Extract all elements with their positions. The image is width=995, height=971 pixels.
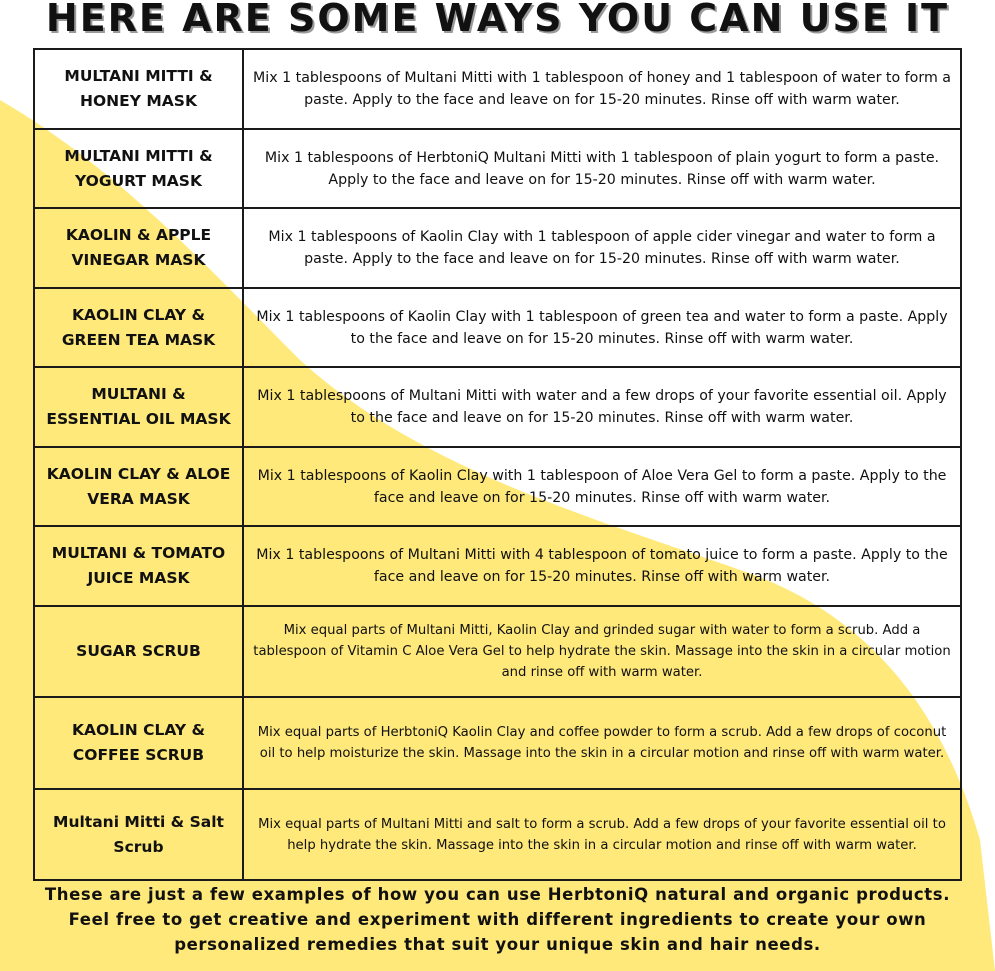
mask-name: MULTANI MITTI & HONEY MASK — [34, 49, 243, 129]
scrub-instructions: Mix equal parts of Multani Mitti, Kaolin Clay and grinded sugar with water to form a scrub. Add a tablespoon of Vitamin C Aloe Vera Gel to help hydrate the skin. Massage into the skin in a circular motion and rinse off with warm water. — [243, 606, 961, 697]
mask-name: MULTANI MITTI & YOGURT MASK — [34, 129, 243, 208]
scrub-name: KAOLIN CLAY & COFFEE SCRUB — [34, 697, 243, 789]
mask-name: KAOLIN & APPLE VINEGAR MASK — [34, 208, 243, 288]
scrub-instructions: Mix equal parts of Multani Mitti and salt to form a scrub. Add a few drops of your favorite essential oil to help hydrate the skin. Massage into the skin in a circular motion and rinse off with warm water. — [243, 789, 961, 880]
mask-name: KAOLIN CLAY & GREEN TEA MASK — [34, 288, 243, 367]
mask-name: KAOLIN CLAY & ALOE VERA MASK — [34, 447, 243, 526]
mask-instructions: Mix 1 tablespoons of Multani Mitti with 4 tablespoon of tomato juice to form a paste. Apply to the face and leave on for 15-20 minutes. Rinse off with warm water. — [243, 526, 961, 606]
usage-table — [33, 48, 962, 881]
footer-note: These are just a few examples of how you can use HerbtoniQ natural and organic products. Feel free to get creative and experiment with different ingredients to create your own personalized remedies that suit your unique skin and hair needs. — [44, 885, 951, 954]
table-row — [34, 789, 961, 880]
table-row — [34, 526, 961, 606]
mask-instructions: Mix 1 tablespoons of Multani Mitti with water and a few drops of your favorite essential oil. Apply to the face and leave on for 15-20 minutes. Rinse off with warm water. — [243, 367, 961, 447]
scrub-instructions: Mix equal parts of HerbtoniQ Kaolin Clay and coffee powder to form a scrub. Add a few drops of coconut oil to help moisturize the skin. Massage into the skin in a circular motion and rinse off with warm water. — [243, 697, 961, 789]
table-row — [34, 367, 961, 447]
table-row — [34, 208, 961, 288]
mask-instructions: Mix 1 tablespoons of HerbtoniQ Multani Mitti with 1 tablespoon of plain yogurt to form a paste. Apply to the face and leave on for 15-20 minutes. Rinse off with warm water. — [243, 129, 961, 208]
table-row — [34, 697, 961, 789]
mask-instructions: Mix 1 tablespoons of Kaolin Clay with 1 tablespoon of Aloe Vera Gel to form a paste. Apply to the face and leave on for 15-20 minutes. Rinse off with warm water. — [243, 447, 961, 526]
table-row — [34, 288, 961, 367]
table-row — [34, 606, 961, 697]
mask-instructions: Mix 1 tablespoons of Kaolin Clay with 1 tablespoon of green tea and water to form a paste. Apply to the face and leave on for 15-20 minutes. Rinse off with warm water. — [243, 288, 961, 367]
scrub-name: Multani Mitti & Salt Scrub — [34, 789, 243, 880]
mask-name: MULTANI & TOMATO JUICE MASK — [34, 526, 243, 606]
table-row — [34, 129, 961, 208]
mask-instructions: Mix 1 tablespoons of Multani Mitti with 1 tablespoon of honey and 1 tablespoon of water to form a paste. Apply to the face and leave on for 15-20 minutes. Rinse off with warm water. — [243, 49, 961, 129]
scrub-name: SUGAR SCRUB — [34, 606, 243, 697]
table-row — [34, 447, 961, 526]
mask-name: MULTANI & ESSENTIAL OIL MASK — [34, 367, 243, 447]
page-title: HERE ARE SOME WAYS YOU CAN USE IT — [45, 0, 950, 40]
table-row — [34, 49, 961, 129]
mask-instructions: Mix 1 tablespoons of Kaolin Clay with 1 tablespoon of apple cider vinegar and water to form a paste. Apply to the face and leave on for 15-20 minutes. Rinse off with warm water. — [243, 208, 961, 288]
